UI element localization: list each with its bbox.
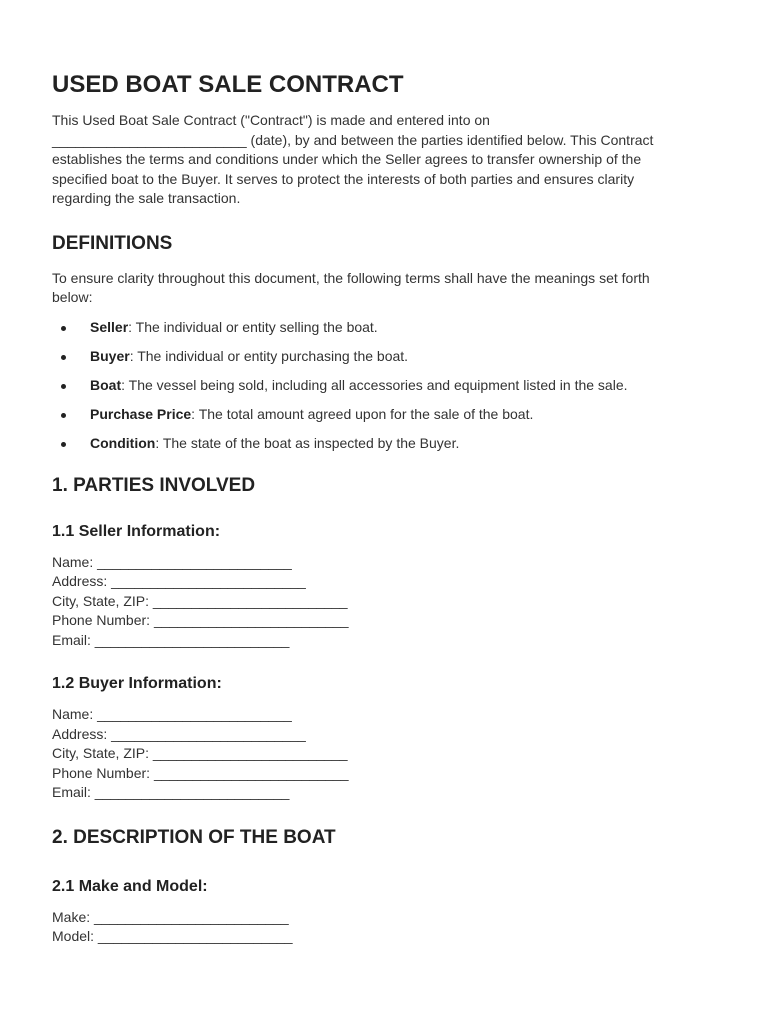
- definition-text: : The individual or entity purchasing the boat.: [129, 347, 409, 364]
- definition-item-boat: [52, 376, 724, 396]
- make-model-fields: [52, 908, 724, 947]
- definition-term: Seller: [90, 318, 129, 335]
- definitions-intro: [52, 269, 724, 308]
- model-field[interactable]: Model: _________________________: [52, 928, 293, 945]
- definition-item-buyer: [52, 347, 724, 367]
- buyer-fields: [52, 705, 724, 803]
- intro-line: establishes the terms and conditions under which the Seller agrees to transfer ownership of the: [52, 151, 642, 167]
- intro-line: This Used Boat Sale Contract ("Contract") is made and entered into on: [52, 112, 490, 128]
- definition-text: : The vessel being sold, including all accessories and equipment listed in the sale.: [121, 376, 628, 393]
- definition-text: : The individual or entity selling the boat.: [128, 318, 378, 335]
- definition-term: Buyer: [90, 347, 130, 364]
- bullet-icon: [61, 413, 66, 418]
- intro-line: _________________________ (date), by and between the parties identified below. This Contract: [52, 131, 654, 148]
- seller-fields: [52, 553, 724, 651]
- definition-term: Purchase Price: [90, 406, 192, 423]
- buyer-email-field[interactable]: Email: _________________________: [52, 784, 290, 801]
- bullet-icon: [61, 442, 66, 447]
- buyer-name-field[interactable]: Name: _________________________: [52, 706, 292, 723]
- make-model-heading: 2.1 Make and Model:: [52, 877, 208, 895]
- definition-term: Boat: [90, 376, 122, 393]
- bullet-icon: [61, 384, 66, 389]
- definition-item-seller: [52, 318, 724, 338]
- section-1-heading: 1. PARTIES INVOLVED: [52, 474, 256, 496]
- definition-term: Condition: [90, 435, 156, 452]
- buyer-city-state-zip-field[interactable]: City, State, ZIP: _________________________: [52, 745, 348, 762]
- document-title: USED BOAT SALE CONTRACT: [52, 71, 404, 98]
- bullet-icon: [61, 326, 66, 331]
- definitions-heading: DEFINITIONS: [52, 232, 173, 254]
- definitions-intro-line: To ensure clarity throughout this document, the following terms shall have the meanings set forth: [52, 269, 650, 286]
- seller-phone-field[interactable]: Phone Number: _________________________: [52, 612, 349, 629]
- intro-paragraph: [52, 111, 724, 209]
- buyer-address-field[interactable]: Address: _________________________: [52, 725, 306, 742]
- definitions-list: [52, 318, 724, 454]
- seller-city-state-zip-field[interactable]: City, State, ZIP: _________________________: [52, 592, 348, 609]
- definitions-intro-line: below:: [52, 289, 93, 305]
- intro-line: specified boat to the Buyer. It serves to protect the interests of both parties and ensures clarity: [52, 170, 635, 187]
- buyer-info-heading: 1.2 Buyer Information:: [52, 675, 222, 693]
- seller-info-heading: 1.1 Seller Information:: [52, 522, 221, 540]
- bullet-icon: [61, 355, 66, 360]
- seller-email-field[interactable]: Email: _________________________: [52, 631, 290, 648]
- seller-name-field[interactable]: Name: _________________________: [52, 553, 292, 570]
- definition-item-condition: [52, 434, 724, 454]
- section-2-heading: 2. DESCRIPTION OF THE BOAT: [52, 826, 336, 848]
- definition-text: : The state of the boat as inspected by the Buyer.: [155, 435, 460, 452]
- make-field[interactable]: Make: _________________________: [52, 908, 289, 925]
- intro-line: regarding the sale transaction.: [52, 190, 241, 206]
- definition-item-purchase-price: [52, 405, 724, 425]
- definition-text: : The total amount agreed upon for the sale of the boat.: [191, 406, 534, 423]
- seller-address-field[interactable]: Address: _________________________: [52, 573, 306, 590]
- buyer-phone-field[interactable]: Phone Number: _________________________: [52, 764, 349, 781]
- document-page: [52, 70, 724, 947]
